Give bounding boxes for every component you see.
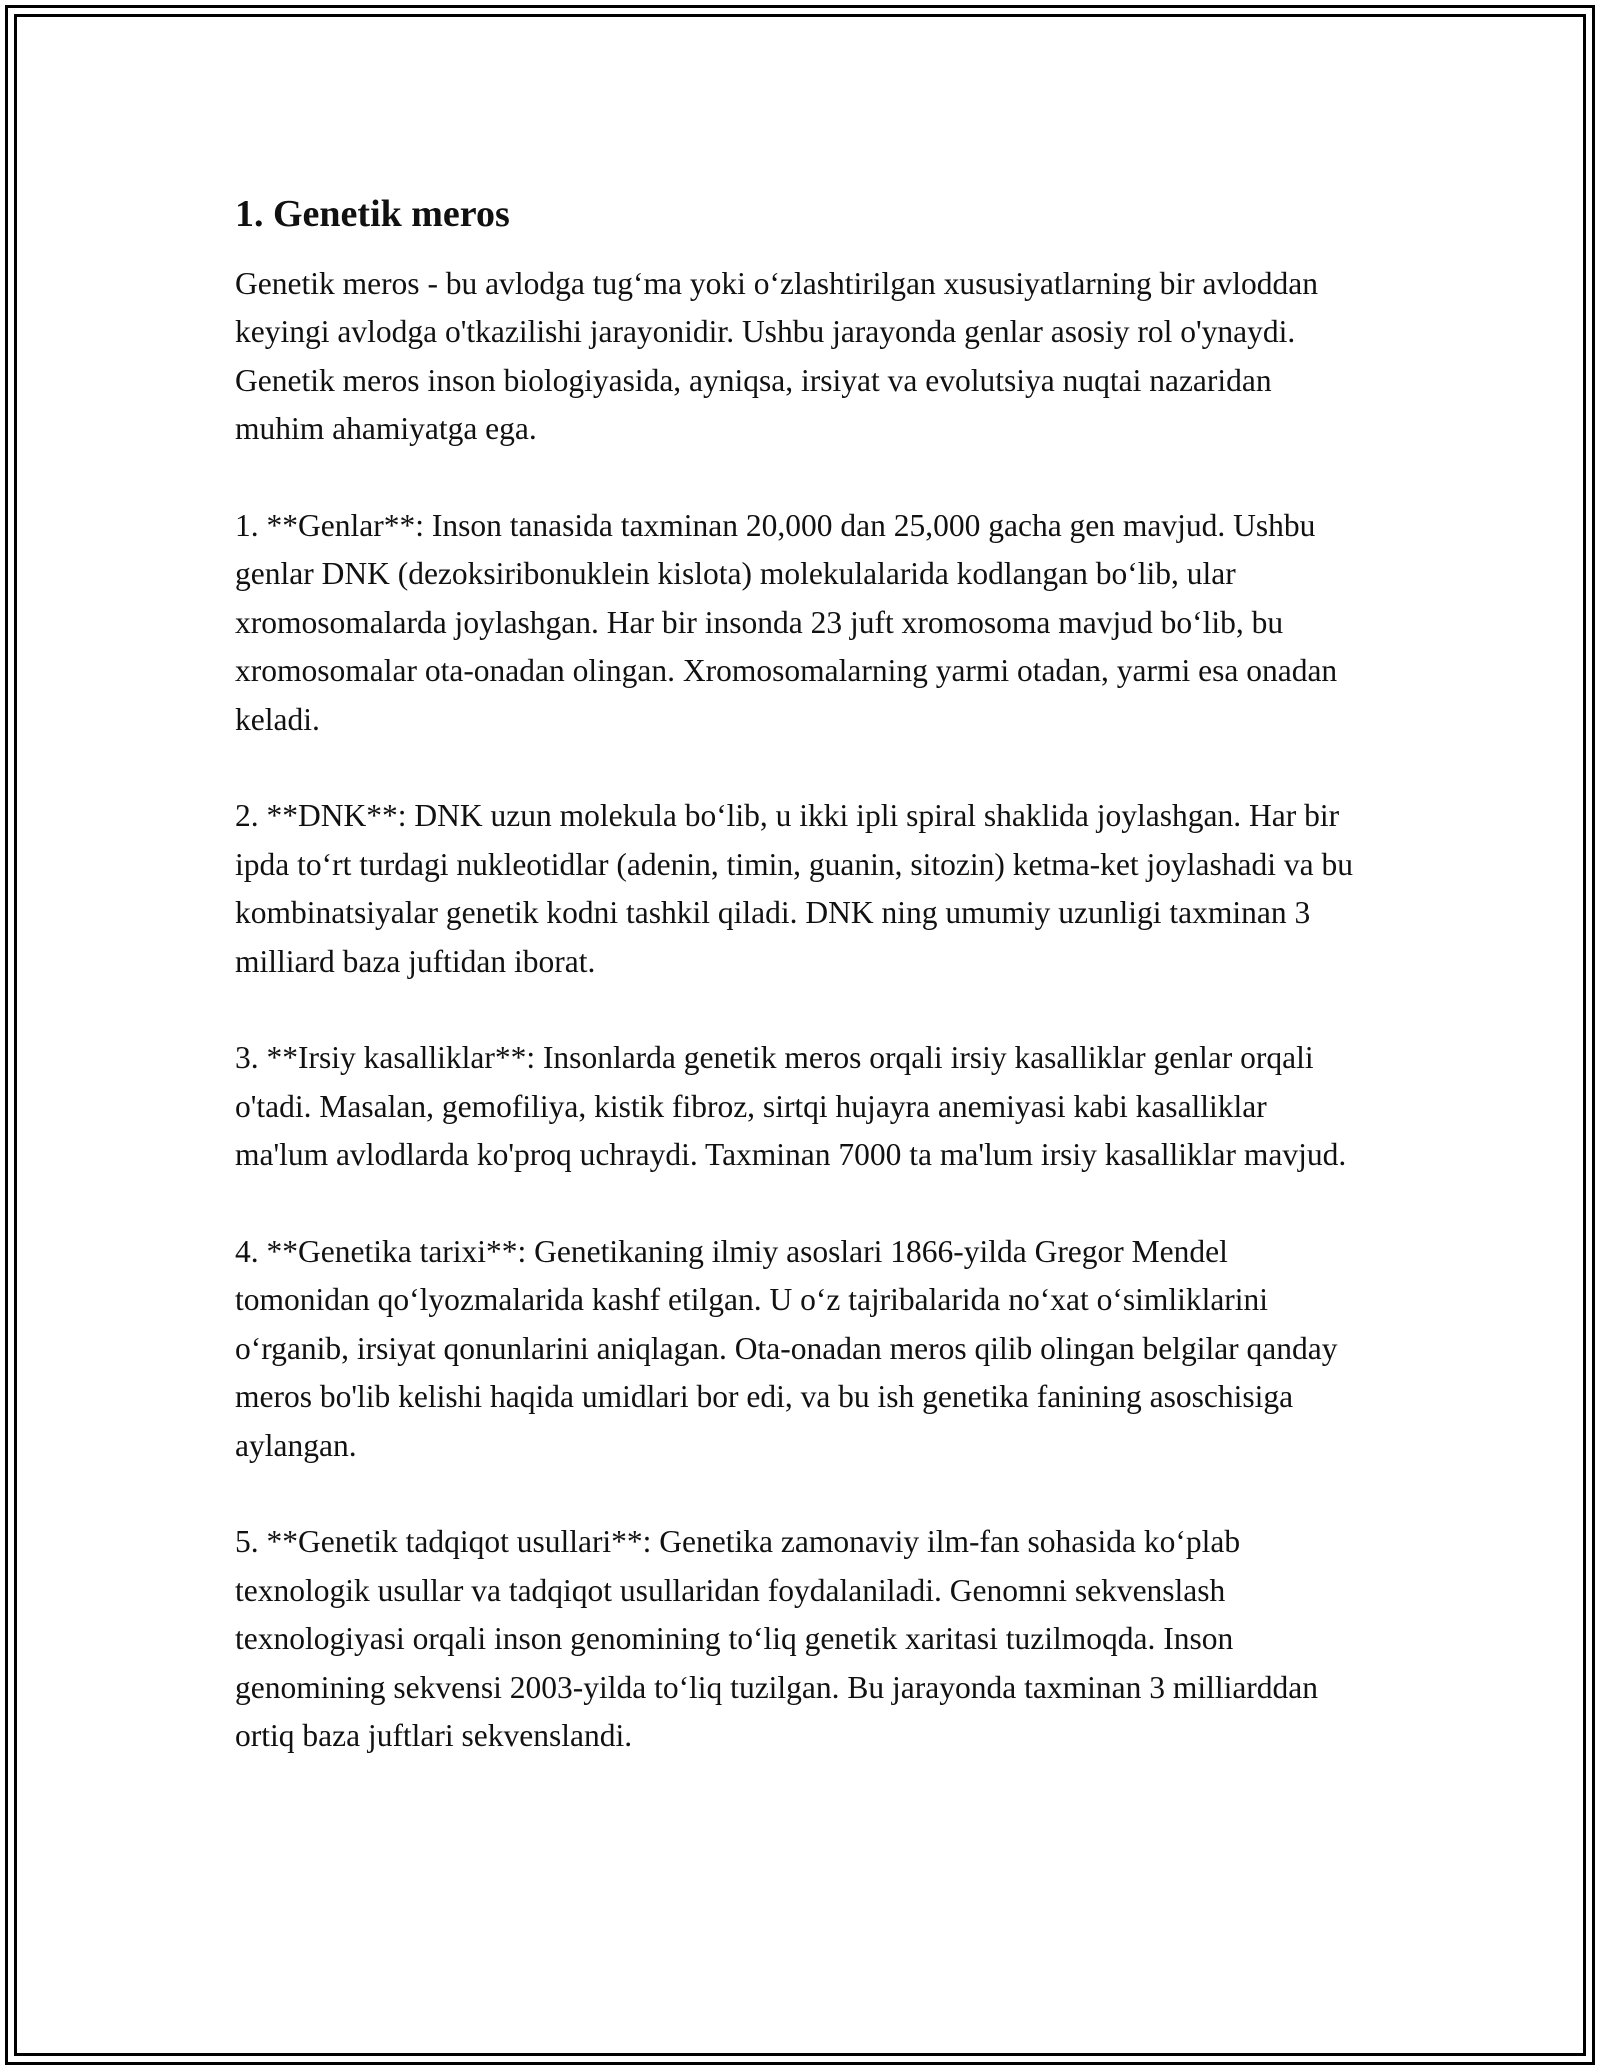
paragraph-tadqiqot-usullari: 5. **Genetik tadqiqot usullari**: Genetika zamonaviy ilm-fan sohasida ko‘plab texnologik usullar va tadqiqot usullaridan foydalaniladi. Genomni sekvenslash texnologiyasi orqali inson genomining to‘liq genetik xaritasi tuzilmoqda. Inson genomining sekvensi 2003-yilda to‘liq tuzilgan. Bu jarayonda taxminan 3 milliarddan ortiq baza juftlari sekvenslandi. — [235, 1524, 1319, 1754]
paragraph-dnk: 2. **DNK**: DNK uzun molekula bo‘lib, u ikki ipli spiral shaklida joylashgan. Har bir ipda to‘rt turdagi nukleotidlar (adenin, timin, guanin, sitozin) ketma-ket joylashadi va bu kombinatsiyalar genetik kodni tashkil qiladi. DNK ning umumiy uzunligi taxminan 3 milliard baza juftidan iborat. — [235, 798, 1353, 979]
section-heading: 1. Genetik meros — [235, 193, 510, 235]
document-body — [235, 186, 1365, 1809]
paragraph-irsiy-kasalliklar: 3. **Irsiy kasalliklar**: Insonlarda genetik meros orqali irsiy kasalliklar genlar orqali o'tadi. Masalan, gemofiliya, kistik fibroz, sirtqi hujayra anemiyasi kabi kasalliklar ma'lum avlodlarda ko'proq uchraydi. Taxminan 7000 ta ma'lum irsiy kasalliklar mavjud. — [235, 1040, 1347, 1173]
paragraph-genlar: 1. **Genlar**: Inson tanasida taxminan 20,000 dan 25,000 gacha gen mavjud. Ushbu genlar DNK (dezoksiribonuklein kislota) molekulalarida kodlangan bo‘lib, ular xromosomalarda joylashgan. Har bir insonda 23 juft xromosoma mavjud bo‘lib, bu xromosomalar ota-onadan olingan. Xromosomalarning yarmi otadan, yarmi esa onadan keladi. — [235, 508, 1338, 737]
intro-paragraph: Genetik meros - bu avlodga tug‘ma yoki o‘zlashtirilgan xususiyatlarning bir avloddan keyingi avlodga o'tkazilishi jarayonidir. Ushbu jarayonda genlar asosiy rol o'ynaydi. Genetik meros inson biologiyasida, ayniqsa, irsiyat va evolutsiya nuqtai nazaridan muhim ahamiyatga ega. — [235, 266, 1318, 447]
paragraph-genetika-tarixi: 4. **Genetika tarixi**: Genetikaning ilmiy asoslari 1866-yilda Gregor Mendel tomonidan qo‘lyozmalarida kashf etilgan. U o‘z tajribalarida no‘xat o‘simliklarini o‘rganib, irsiyat qonunlarini aniqlagan. Ota-onadan meros qilib olingan belgilar qanday meros bo'lib kelishi haqida umidlari bor edi, va bu ish genetika fanining asoschisiga aylangan. — [235, 1234, 1338, 1463]
